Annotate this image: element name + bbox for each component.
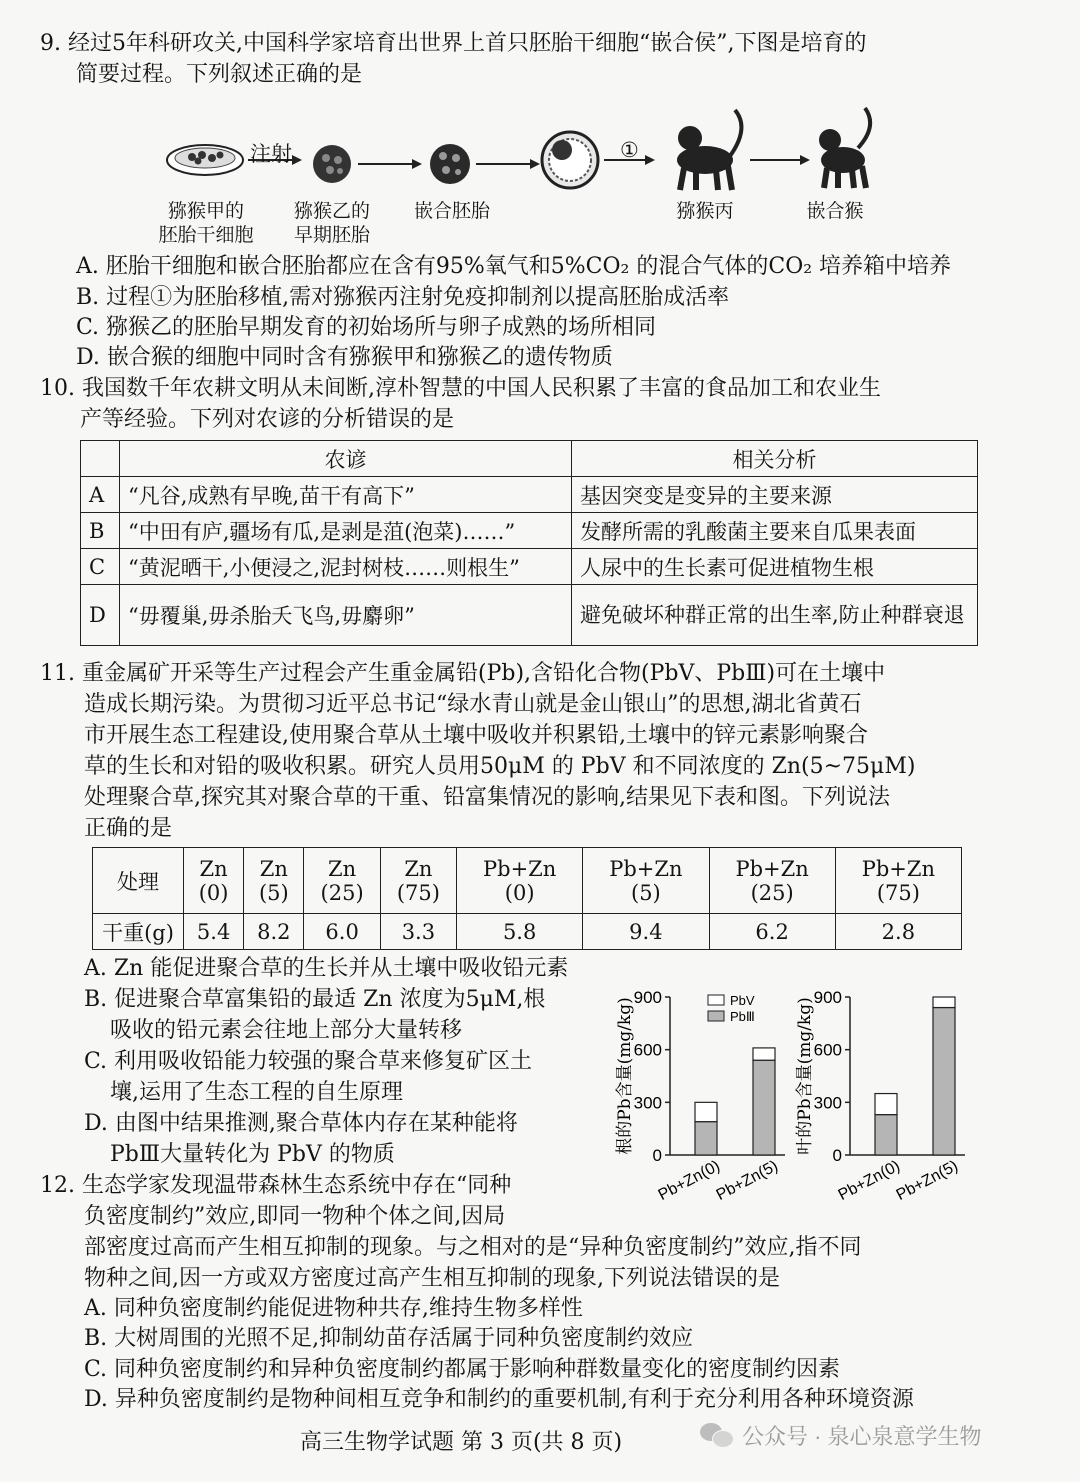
- q9-option-b: B. 过程①为胚胎移植,需对猕猴丙注射免疫抑制剂以提高胚胎成活率: [76, 285, 730, 310]
- q11-stem-line2: 造成长期污染。为贯彻习近平总书记“绿水青山就是金山银山”的思想,湖北省黄石: [84, 692, 862, 717]
- dry-weight-value: 3.3: [380, 914, 456, 950]
- q9-option-a: A. 胚胎干细胞和嵌合胚胎都应在含有95%氧气和5%CO₂ 的混合气体的CO₂ 培养箱中培养: [76, 254, 952, 279]
- dry-weight-table: [92, 847, 962, 950]
- q10-stem-line1: 10. 我国数千年农耕文明从未间断,淳朴智慧的中国人民积累了丰富的食品加工和农业生: [40, 376, 881, 401]
- x-tick-label: Pb+Zn(0): [655, 1157, 723, 1205]
- row-analysis: 人尿中的生长素可促进植物生根: [572, 549, 978, 585]
- q12-option-c: C. 同种负密度制约和异种负密度制约都属于影响种群数量变化的密度制约因素: [84, 1357, 841, 1382]
- row-analysis: 避免破坏种群正常的出生率,防止种群衰退: [572, 585, 978, 646]
- row-analysis: 发酵所需的乳酸菌主要来自瓜果表面: [572, 513, 978, 549]
- dry-weight-value: 6.2: [709, 914, 835, 950]
- bar-pbiii: [875, 1115, 897, 1155]
- y-axis-label: 叶的Pb含量(mg/kg): [795, 997, 815, 1155]
- step1-label: ①: [620, 138, 639, 162]
- treatment-cell: Pb+Zn (25): [709, 848, 835, 914]
- q12-stem-line4: 物种之间,因一方或双方密度过高产生相互抑制的现象,下列说法错误的是: [84, 1266, 780, 1291]
- dry-weight-value: 9.4: [583, 914, 709, 950]
- row-option: C: [81, 549, 120, 585]
- treatment-cell: Zn (75): [380, 848, 456, 914]
- q11-option-b-cont: 吸收的铅元素会往地上部分大量转移: [110, 1018, 463, 1043]
- bar-pbv: [875, 1094, 897, 1115]
- treatment-cell: Pb+Zn (5): [583, 848, 709, 914]
- y-tick-label: 600: [633, 1040, 662, 1060]
- row-proverb: “毋覆巢,毋杀胎夭飞鸟,毋麝卵”: [120, 585, 572, 646]
- x-tick-label: Pb+Zn(5): [713, 1157, 781, 1205]
- row-proverb: “凡谷,成熟有早晚,苗干有高下”: [120, 477, 572, 513]
- label-monkey-b-line1: 猕猴乙的: [293, 200, 370, 222]
- q11-option-d-cont: PbⅢ大量转化为 PbV 的物质: [110, 1142, 395, 1167]
- legend-swatch: [708, 1011, 724, 1021]
- q10-stem-line2: 产等经验。下列对农谚的分析错误的是: [80, 407, 455, 432]
- q11-stem-line1: 11. 重金属矿开采等生产过程会产生重金属铅(Pb),含铅化合物(PbV、PbⅢ)可在土壤中: [40, 661, 886, 686]
- q11-option-a: A. Zn 能促进聚合草的生长并从土壤中吸收铅元素: [84, 956, 569, 981]
- proverb-header: 农谚: [120, 441, 572, 477]
- y-tick-label: 300: [813, 1093, 842, 1113]
- legend-swatch: [708, 995, 724, 1005]
- bar-pbv: [753, 1048, 775, 1060]
- y-tick-label: 0: [832, 1146, 842, 1165]
- pb-content-charts: [615, 975, 980, 1225]
- dry-weight-value: 5.8: [457, 914, 583, 950]
- legend-label: PbV: [730, 993, 755, 1008]
- watermark: [700, 1415, 1060, 1455]
- label-chimeric-embryo: 嵌合胚胎: [413, 200, 490, 222]
- dry-weight-value: 6.0: [304, 914, 380, 950]
- row-option: D: [81, 585, 120, 646]
- q9-option-c: C. 猕猴乙的胚胎早期发育的初始场所与卵子成熟的场所相同: [76, 315, 657, 340]
- q12-stem-line2: 负密度制约”效应,即同一物种个体之间,因局: [84, 1204, 506, 1229]
- bar-pbiii: [933, 1008, 955, 1155]
- q12-option-d: D. 异种负密度制约是物种间相互竞争和制约的重要机制,有利于充分利用各种环境资源: [84, 1387, 914, 1412]
- q11-option-d: D. 由图中结果推测,聚合草体内存在某种能将: [84, 1111, 518, 1136]
- watermark-text: 公众号 · 泉心泉意学生物: [742, 1423, 982, 1449]
- x-tick-label: Pb+Zn(0): [835, 1157, 903, 1205]
- page-footer: 高三生物学试题 第 3 页(共 8 页): [300, 1430, 623, 1455]
- root-pb-chart: [614, 988, 785, 1204]
- row-proverb: “中田有庐,疆场有瓜,是剥是菹(泡菜)……”: [120, 513, 572, 549]
- table-row: [81, 477, 978, 513]
- dry-weight-value: 5.4: [184, 914, 244, 950]
- early-embryo-icon: [313, 145, 351, 183]
- y-tick-label: 900: [813, 988, 842, 1007]
- table-row: [81, 513, 978, 549]
- q9-diagram: [150, 98, 890, 248]
- proverb-table: [80, 440, 978, 646]
- q12-stem-line3: 部密度过高而产生相互抑制的现象。与之相对的是“异种负密度制约”效应,指不同: [84, 1235, 862, 1260]
- leaf-pb-chart: [795, 988, 965, 1204]
- treatment-label: 处理: [93, 848, 184, 914]
- treatment-cell: Zn (25): [304, 848, 380, 914]
- treatment-cell: Pb+Zn (75): [835, 848, 961, 914]
- bar-pbiii: [753, 1060, 775, 1155]
- q11-option-c-cont: 壤,运用了生态工程的自生原理: [110, 1080, 403, 1105]
- y-tick-label: 900: [633, 988, 662, 1007]
- blastocyst-icon: [542, 132, 598, 188]
- row-proverb: “黄泥晒干,小便浸之,泥封树枝……则根生”: [120, 549, 572, 585]
- y-tick-label: 300: [633, 1093, 662, 1113]
- q11-stem-line4: 草的生长和对铅的吸收积累。研究人员用50μM 的 PbV 和不同浓度的 Zn(5~75μM): [84, 754, 916, 779]
- petri-dish-icon: [167, 145, 243, 175]
- row-analysis: 基因突变是变异的主要来源: [572, 477, 978, 513]
- x-tick-label: Pb+Zn(5): [893, 1157, 961, 1205]
- dry-weight-label: 干重(g): [93, 914, 184, 950]
- q12-option-a: A. 同种负密度制约能促进物种共存,维持生物多样性: [84, 1296, 583, 1321]
- table-row: [81, 549, 978, 585]
- analysis-header: 相关分析: [572, 441, 978, 477]
- q11-stem-line6: 正确的是: [84, 816, 173, 841]
- y-tick-label: 600: [813, 1040, 842, 1060]
- bar-pbv: [933, 997, 955, 1008]
- q12-option-b: B. 大树周围的光照不足,抑制幼苗存活属于同种负密度制约效应: [84, 1326, 694, 1351]
- label-chimeric-monkey: 嵌合猴: [806, 200, 864, 222]
- treatment-cell: Zn (0): [184, 848, 244, 914]
- treatment-cell: Zn (5): [244, 848, 304, 914]
- table-row: [81, 585, 978, 646]
- dry-weight-value: 2.8: [835, 914, 961, 950]
- dry-weight-value: 8.2: [244, 914, 304, 950]
- q11-stem-line5: 处理聚合草,探究其对聚合草的干重、铅富集情况的影响,结果见下表和图。下列说法: [84, 785, 890, 810]
- q9-stem-line2: 简要过程。下列叙述正确的是: [76, 62, 363, 87]
- chimeric-monkey-icon: [819, 108, 870, 188]
- chimeric-embryo-icon: [430, 144, 470, 184]
- label-monkey-a-line1: 猕猴甲的: [167, 200, 244, 222]
- label-monkey-a-line2: 胚胎干细胞: [158, 224, 254, 246]
- row-option: A: [81, 477, 120, 513]
- q12-stem-line1: 12. 生态学家发现温带森林生态系统中存在“同种: [40, 1173, 512, 1198]
- q11-stem-line3: 市开展生态工程建设,使用聚合草从土壤中吸收并积累铅,土壤中的锌元素影响聚合: [84, 723, 868, 748]
- treatment-cell: Pb+Zn (0): [457, 848, 583, 914]
- label-monkey-b-line2: 早期胚胎: [293, 224, 370, 246]
- inject-label: 注射: [250, 142, 292, 166]
- y-axis-label: 根的Pb含量(mg/kg): [615, 997, 635, 1155]
- row-option: B: [81, 513, 120, 549]
- legend-label: PbⅢ: [730, 1009, 755, 1024]
- q9-option-d: D. 嵌合猴的细胞中同时含有猕猴甲和猕猴乙的遗传物质: [76, 345, 613, 370]
- wechat-icon: [700, 1421, 734, 1449]
- y-tick-label: 0: [652, 1146, 662, 1165]
- bar-pbv: [695, 1102, 717, 1121]
- q9-stem-line1: 9. 经过5年科研攻关,中国科学家培育出世界上首只胚胎干细胞“嵌合侯”,下图是培育的: [40, 31, 867, 56]
- bar-pbiii: [695, 1122, 717, 1155]
- monkey-surrogate-icon: [677, 110, 741, 190]
- q11-option-b: B. 促进聚合草富集铅的最适 Zn 浓度为5μM,根: [84, 987, 546, 1012]
- label-monkey-c: 猕猴丙: [676, 200, 734, 222]
- q11-option-c: C. 利用吸收铅能力较强的聚合草来修复矿区土: [84, 1049, 533, 1074]
